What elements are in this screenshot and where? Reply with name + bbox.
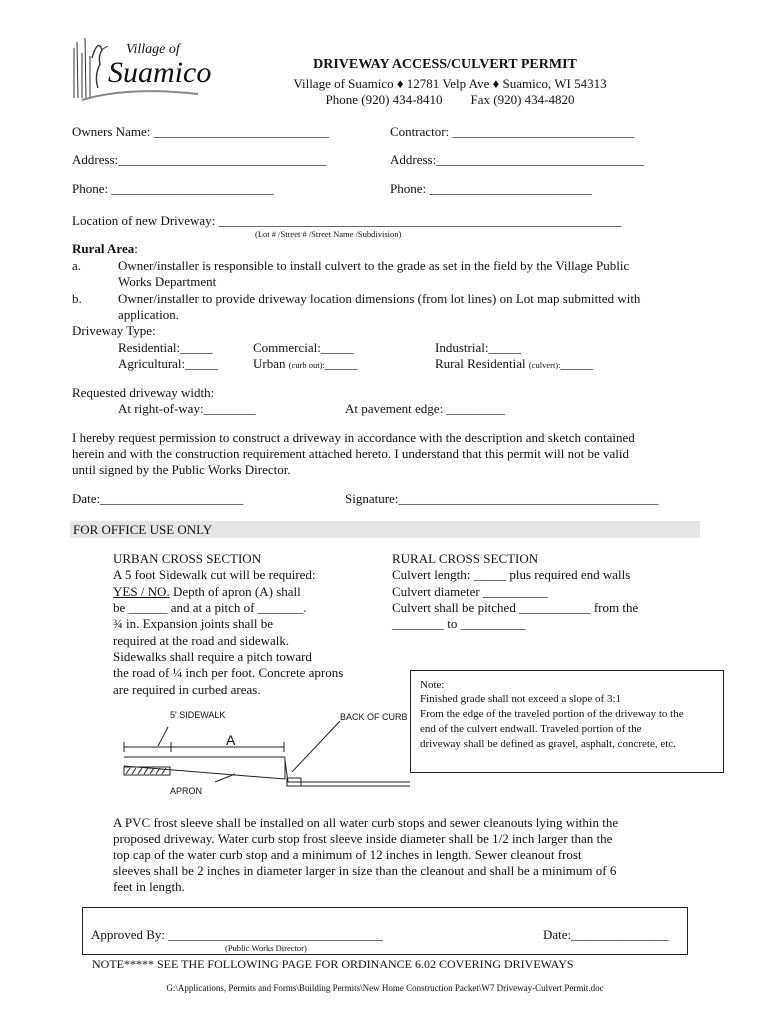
urban-field[interactable]: Urban (curb out):_____: [253, 356, 358, 371]
urban-line5: required at the road and sidewalk.: [113, 633, 290, 648]
urban-line7: the road of ¼ inch per foot. Concrete aprons: [113, 665, 344, 680]
owner-name-field[interactable]: Owners Name: ___________________________: [72, 124, 330, 139]
pvc-line2: proposed driveway. Water curb stop frost sleeve inside diameter shall be 1/2 inch larger than the: [113, 831, 613, 846]
footer-path: G:\Applications, Permits and Forms\Building Permits\New Home Construction Packet\W7 Driveway-Culvert Permit.doc: [166, 983, 604, 993]
pvc-line5: feet in length.: [113, 879, 185, 894]
urban-title: URBAN CROSS SECTION: [113, 551, 262, 566]
header-contact: [0, 92, 770, 108]
width-label: Requested driveway width:: [72, 385, 215, 400]
contractor-phone-field[interactable]: Phone: _________________________: [390, 181, 592, 196]
note-line3: end of the culvert endwall. Traveled portion of the: [420, 723, 642, 735]
pvc-line3: top cap of the water curb stop and a minimum of 12 inches in length. Sewer cleanout frost: [113, 847, 582, 862]
owner-address-field[interactable]: Address:________________________________: [72, 152, 327, 167]
office-use-bar: [70, 521, 700, 538]
location-hint: (Lot # /Street # /Street Name /Subdivision): [255, 229, 402, 239]
urban-line1: A 5 foot Sidewalk cut will be required:: [113, 567, 316, 582]
apron-depth-label: A: [226, 732, 236, 748]
item-b-line2: application.: [118, 307, 180, 322]
signature-field[interactable]: Signature:________________________________________: [345, 491, 659, 506]
urban-line6: Sidewalks shall require a pitch toward: [113, 649, 312, 664]
rural-title: RURAL CROSS SECTION: [392, 551, 539, 566]
agricultural-field[interactable]: Agricultural:_____: [118, 356, 218, 371]
note-line1: Finished grade shall not exceed a slope of 3:1: [420, 693, 622, 705]
date-field[interactable]: Date:______________________: [72, 491, 244, 506]
header-address: Village of Suamico ♦ 12781 Velp Ave ♦ Suamico, WI 54313: [293, 76, 607, 91]
location-field[interactable]: Location of new Driveway: ______________________________________________________________: [72, 213, 622, 228]
pavement-edge-field[interactable]: At pavement edge: _________: [345, 401, 505, 416]
urban-line4: ¾ in. Expansion joints shall be: [113, 616, 273, 631]
yes-no-option[interactable]: YES / NO.: [113, 584, 170, 599]
industrial-field[interactable]: Industrial:_____: [435, 340, 521, 355]
pvc-line4: sleeves shall be 2 inches in diameter larger in size than the cleanout and shall be a minimum of 6: [113, 863, 617, 878]
header-phone: Phone (920) 434-8410: [325, 92, 443, 107]
commercial-field[interactable]: Commercial:_____: [253, 340, 354, 355]
owner-phone-field[interactable]: Phone: _________________________: [72, 181, 274, 196]
page-title: DRIVEWAY ACCESS/CULVERT PERMIT: [313, 57, 577, 72]
culvert-pitch-range-field[interactable]: ________ to __________: [392, 616, 526, 631]
apron-label: APRON: [170, 786, 203, 796]
footer-note: NOTE***** SEE THE FOLLOWING PAGE FOR ORDINANCE 6.02 COVERING DRIVEWAYS: [92, 957, 574, 971]
item-a-line1: Owner/installer is responsible to install culvert to the grade as set in the field by the Village Public: [118, 258, 630, 273]
note-box: [410, 670, 724, 773]
urban-line3[interactable]: be ______ and at a pitch of _______.: [113, 600, 307, 615]
note-title: Note:: [420, 679, 445, 691]
office-use-label: FOR OFFICE USE ONLY: [73, 522, 213, 537]
culvert-diameter-field[interactable]: Culvert diameter __________: [392, 584, 548, 599]
culvert-pitch-field[interactable]: Culvert shall be pitched ___________ from the: [392, 600, 639, 615]
item-b-marker: b.: [72, 291, 82, 306]
header-fax: Fax (920) 434-4820: [470, 92, 575, 107]
approval-date-field[interactable]: Date:_______________: [543, 927, 669, 942]
item-a-marker: a.: [72, 258, 82, 273]
note-line2: From the edge of the traveled portion of the driveway to the: [420, 708, 684, 720]
approved-by-field[interactable]: Approved By: _________________________________: [91, 927, 383, 942]
residential-field[interactable]: Residential:_____: [118, 340, 213, 355]
rural-residential-field[interactable]: Rural Residential (culvert):_____: [435, 356, 593, 371]
cross-section-diagram: [110, 700, 410, 800]
culvert-length-field[interactable]: Culvert length: _____ plus required end walls: [392, 567, 631, 582]
request-line3: until signed by the Public Works Director.: [72, 462, 291, 477]
contractor-name-field[interactable]: Contractor: ____________________________: [390, 124, 635, 139]
urban-line2: YES / NO. Depth of apron (A) shall: [113, 584, 301, 599]
request-line1: I hereby request permission to construct a driveway in accordance with the description and sketch contained: [72, 430, 635, 445]
sidewalk-label: 5' SIDEWALK: [170, 710, 226, 720]
driveway-type-label: Driveway Type:: [72, 323, 156, 338]
urban-line8: are required in curbed areas.: [113, 682, 261, 697]
logo-line1: Village of: [126, 42, 180, 57]
right-of-way-field[interactable]: At right-of-way:________: [118, 401, 256, 416]
approval-hint: (Public Works Director): [225, 943, 307, 953]
note-line4: driveway shall be defined as gravel, asphalt, concrete, etc.: [420, 738, 676, 750]
back-of-curb-label: BACK OF CURB: [340, 712, 408, 722]
rural-area-heading: Rural Area:: [72, 241, 138, 256]
item-b-line1: Owner/installer to provide driveway location dimensions (from lot lines) on Lot map submitted with: [118, 291, 641, 306]
pvc-line1: A PVC frost sleeve shall be installed on all water curb stops and sewer cleanouts lying within the: [113, 815, 619, 830]
logo-line2: Suamico: [108, 56, 212, 89]
approval-box: [82, 907, 688, 955]
contractor-address-field[interactable]: Address:________________________________: [390, 152, 645, 167]
item-a-line2: Works Department: [118, 274, 217, 289]
request-line2: herein and with the construction requirement attached hereto. I understand that this permit will not be valid: [72, 446, 630, 461]
